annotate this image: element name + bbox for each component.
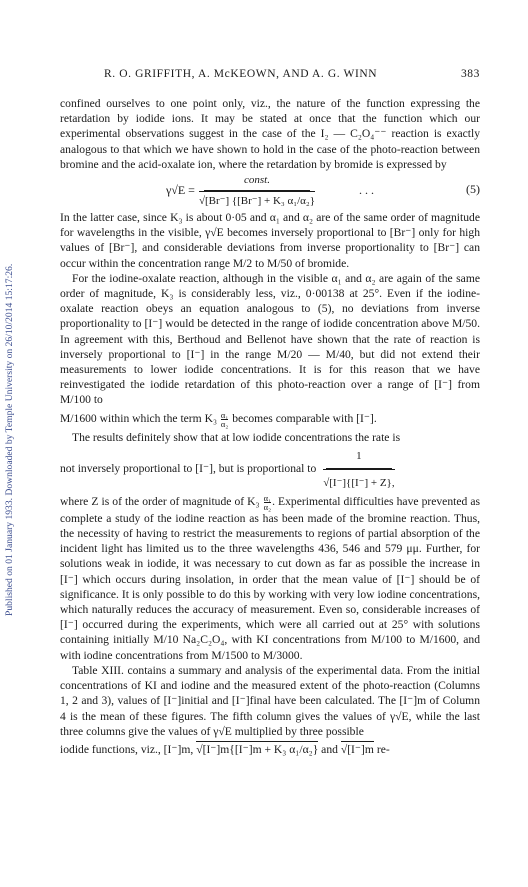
p4-fraction-den: √[I⁻]{[I⁻] + Z}, [323,469,394,494]
download-watermark: Published on 01 January 1933. Downloaded by Temple University on 26/10/2014 15:17:26. [4,263,15,617]
paragraph-3-tail [60,408,480,430]
equation-5 [60,172,480,210]
paragraph-6: Table XIII. contains a summary and analysis of the experimental data. From the initial concentrations of KI and iodine and the measured extent of the photo-reaction (Columns 1, 2 and 3), values of [I⁻]initial and [I⁻]final have been calculated. The [I⁻]m of Column 4 is the mean of these figures. The fifth column gives the values of γ√E, while the last three columns give the values of γ√E multiplied by three possible [60,663,480,738]
paragraph-1: confined ourselves to one point only, viz., the nature of the function expressing the retardation by iodide ions. It may be stated at once that the function which our experimental observations suggest in the case of the I₂ — C₂O₄⁻⁻ reaction is exactly analogous to that which we have shown to hold in the case of the photo-reaction between bromine and the acid-oxalate ion, where the retardation by bromide is expressed by [60,97,480,171]
paragraph-7 [60,739,480,761]
p4-fraction-num: 1 [326,445,392,469]
header-authors: R. O. GRIFFITH, A. McKEOWN, AND A. G. WINN [104,68,378,80]
paragraph-2: In the latter case, since K₃ is about 0·05 and α₁ and α₂ are of the same order of magnitude for wavelengths in the visible, γ√E becomes inversely proportional to [Br⁻] only for high values of [Br⁻], and considerable deviations from inverse proportionality to [Br⁻] can occur within the concentration range M/2 to M/50 of bromide. [60,211,480,270]
p7-sqrt-expression: √[I⁻]m{[I⁻]m + K₃ α₁/α₂} [196,742,319,756]
paragraph-5 [60,494,480,663]
p7-text-a: iodide functions, viz., [I⁻]m, [60,742,194,756]
equation-5-number: (5) [466,182,480,197]
paragraph-4-line-2 [60,445,480,494]
paragraph-4-line-1: The results definitely show that at low iodide concentrations the rate is [72,430,401,444]
alpha-ratio-1 [221,411,228,428]
alpha-ratio-1-top: α₁ [220,409,229,420]
p4-text: not inversely proportional to [I⁻], but is proportional to [60,462,317,476]
alpha-ratio-1-bottom: α₂ [220,418,229,429]
p3-tail-text-b: becomes comparable with [I⁻]. [232,411,377,425]
alpha-ratio-2-bottom: α₂ [263,501,272,512]
equation-5-numerator: const. [204,173,310,190]
alpha-ratio-2 [264,494,271,511]
p3-tail-text-a: M/1600 within which the term K₃ [60,411,217,425]
article-body [60,96,480,761]
p7-text-d: re- [376,742,390,756]
p5-text-a: where Z is of the order of magnitude of K₃ [60,495,260,509]
p7-text-b: and [321,742,338,756]
equation-5-fraction [199,173,315,208]
alpha-ratio-2-top: α₁ [263,492,272,503]
equation-5-dots: . . . [359,183,375,198]
equation-5-denominator: √[Br⁻] {[Br⁻] + K₃ α₁/α₂} [199,191,315,209]
p5-text-b: . Experimental difficulties have prevented as complete a study of the iodine reaction as has been made of the bromine reaction. Thus, the necessity of having to restrict the measurements to regions of partial absorption of the incident light has limited us to the three wavelengths 436, 546 and 579 μμ. Further, for solutions weak in iodide, it was necessary to cut down as far as possible the increase in [I⁻] which occurs during insolation, in order that the mean value of [I⁻] should be of significance. It is only possible to do this by working with very low iodine concentrations, which naturally reduces the accuracy of measurement. Even so, considerable increases of [I⁻] occurred during the experiments, which were all carried out at 25° with solutions containing initially M/10 Na₂C₂O₄, with KI concentrations from M/100 to M/1600, and with iodine concentrations from M/1500 to M/3000. [60,495,480,662]
p7-sqrt-im: √[I⁻]m [340,742,374,756]
running-header [64,68,480,84]
equation-5-lhs: γ√E = [165,183,195,198]
page-number: 383 [460,68,480,80]
paragraph-3: For the iodine-oxalate reaction, although in the visible α₁ and α₂ are again of the same order of magnitude, K₃ is considerably less, viz., 0·00138 at 25°. Even if the iodine-oxalate reaction obeys an equation analogous to (5), no deviations from inverse proportionality to [I⁻] would be detected in the range of iodide concentration above M/50. In agreement with this, Berthoud and Bellenot have shown that the rate of reaction is inversely proportional to [I⁻] in the range M/20 — M/40, but did not extend their measurements to lower iodide concentrations. It is for this reason that we have reinvestigated the iodide retardation of this photo-reaction over a range of [I⁻] from M/100 to [60,271,480,407]
p4-fraction [323,445,394,494]
